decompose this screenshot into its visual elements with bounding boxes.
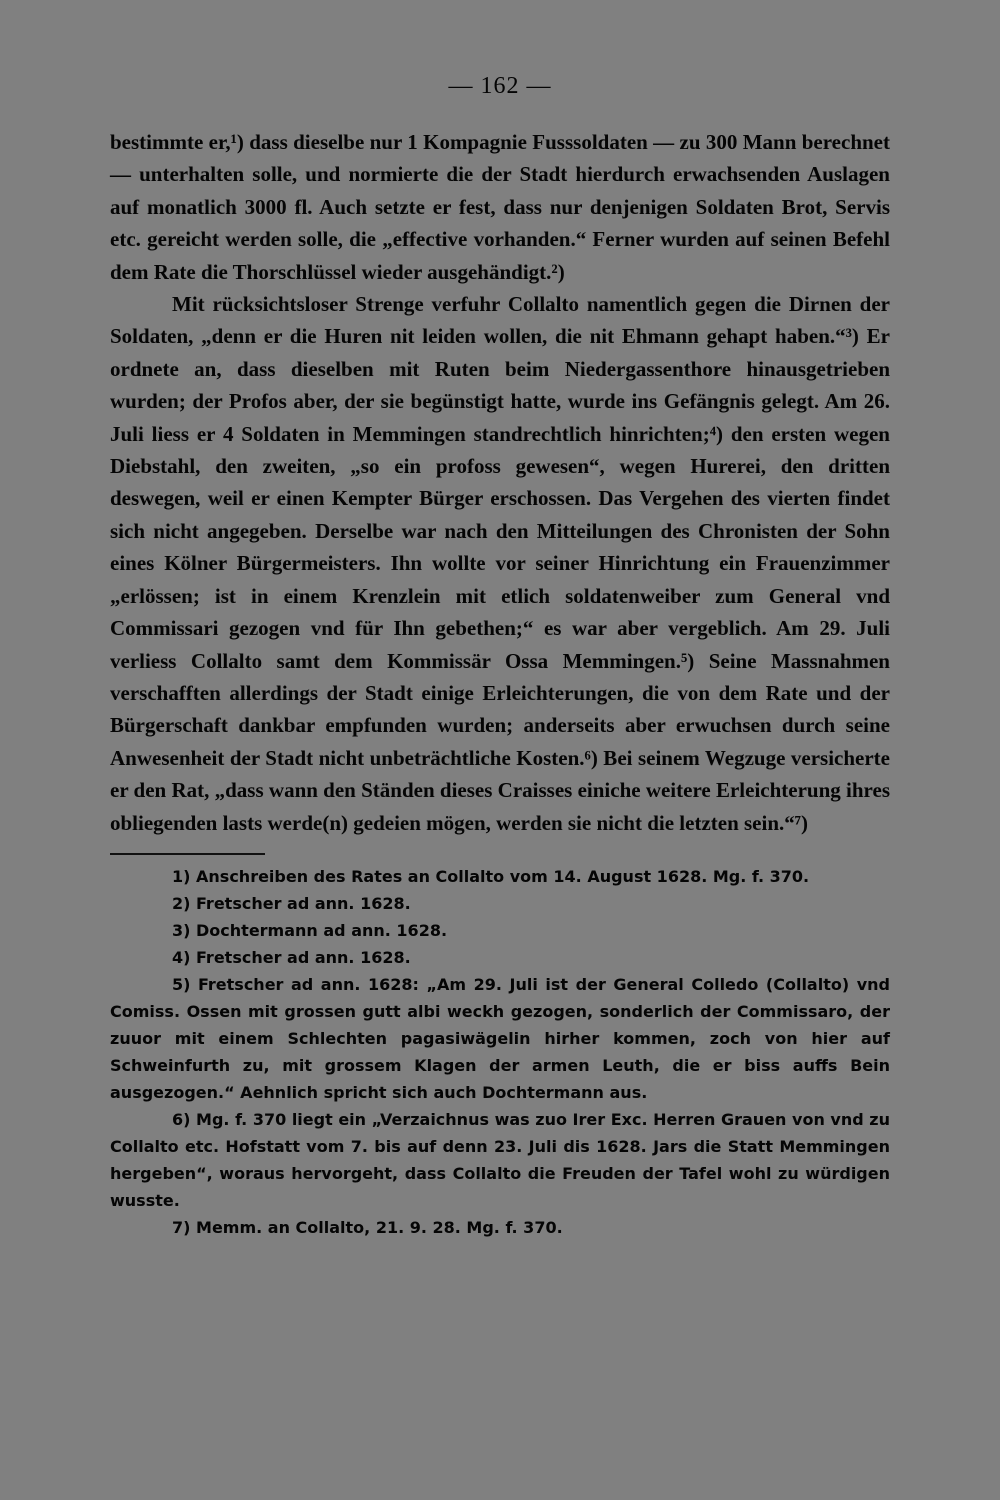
footnote-separator bbox=[110, 853, 265, 855]
footnote-7: 7) Memm. an Collalto, 21. 9. 28. Mg. f. 370. bbox=[172, 1217, 563, 1237]
body-text bbox=[110, 126, 890, 839]
paragraph-2: Mit rücksichtsloser Strenge verfuhr Collalto namentlich gegen die Dirnen der Soldaten, „denn er die Huren nit leiden wollen, die nit Ehmann gehapt haben.“³) Er ordnete an, dass dieselben mit Ruten beim Niedergassenthore hinausgetrieben wurden; der Profos aber, der sie begünstigt hatte, wurde ins Gefängnis gelegt. Am 26. Juli liess er 4 Soldaten in Memmingen standrechtlich hinrichten;⁴) den ersten wegen Diebstahl, den zweiten, „so ein profoss gewesen“, wegen Hurerei, den dritten deswegen, weil er einen Kempter Bürger erschossen. Das Vergehen des vierten findet sich nicht angegeben. Derselbe war nach den Mitteilungen des Chronisten der Sohn eines Kölner Bürgermeisters. Ihn wollte vor seiner Hinrichtung ein Frauenzimmer „erlössen; ist in einem Krenzlein mit etlich soldatenweiber zum General vnd Commissari gezogen vnd für Ihn gebethen;“ es war aber vergeblich. Am 29. Juli verliess Collalto samt dem Kommissär Ossa Memmingen.⁵) Seine Massnahmen verschafften allerdings der Stadt einige Erleichterungen, die von dem Rate und der Bürgerschaft dankbar empfunden wurden; anderseits aber erwuchsen durch seine Anwesenheit der Stadt nicht unbeträchtliche Kosten.⁶) Bei seinem Wegzuge versicherte er den Rat, „dass wann den Ständen dieses Craisses einiche weitere Erleichterung ihres obliegenden lasts werde(n) gedeien mögen, werden sie nicht die letzten sein.“⁷) bbox=[110, 292, 890, 835]
document-page bbox=[110, 70, 890, 1241]
footnotes-list bbox=[110, 863, 890, 1241]
footnote-6: 6) Mg. f. 370 liegt ein „Verzaichnus was zuo Irer Exc. Herren Grauen von vnd zu Collalto etc. Hofstatt vom 7. bis auf denn 23. Juli dis 1628. Jars die Statt Memmingen hergeben“, woraus hervorgeht, dass Collalto die Freuden der Tafel wohl zu würdigen wusste. bbox=[110, 1109, 890, 1210]
footnote-2: 2) Fretscher ad ann. 1628. bbox=[172, 893, 411, 913]
footnote-4: 4) Fretscher ad ann. 1628. bbox=[172, 947, 411, 967]
page-number: — 162 — bbox=[448, 73, 552, 99]
footnote-1: 1) Anschreiben des Rates an Collalto vom 14. August 1628. Mg. f. 370. bbox=[172, 866, 810, 886]
footnote-3: 3) Dochtermann ad ann. 1628. bbox=[172, 920, 448, 940]
footnote-5: 5) Fretscher ad ann. 1628: „Am 29. Juli ist der General Colledo (Collalto) vnd Comiss. Ossen mit grossen gutt albi weckh gezogen, sonderlich der Commissaro, der zuuor mit einem Schlechten pagasiwägelin hirher kommen, zoch von hier auf Schweinfurth zu, mit grossem Klagen der armen Leuth, die er biss auffs Bein ausgezogen.“ Aehnlich spricht sich auch Dochtermann aus. bbox=[110, 974, 890, 1102]
paragraph-1: bestimmte er,¹) dass dieselbe nur 1 Kompagnie Fusssoldaten — zu 300 Mann berechnet — unterhalten solle, und normierte die der Stadt hierdurch erwachsenden Auslagen auf monatlich 3000 fl. Auch setzte er fest, dass nur denjenigen Soldaten Brot, Servis etc. gereicht werden solle, die „effective vorhanden.“ Ferner wurden auf seinen Befehl dem Rate die Thorschlüssel wieder ausgehändigt.²) bbox=[110, 130, 890, 284]
